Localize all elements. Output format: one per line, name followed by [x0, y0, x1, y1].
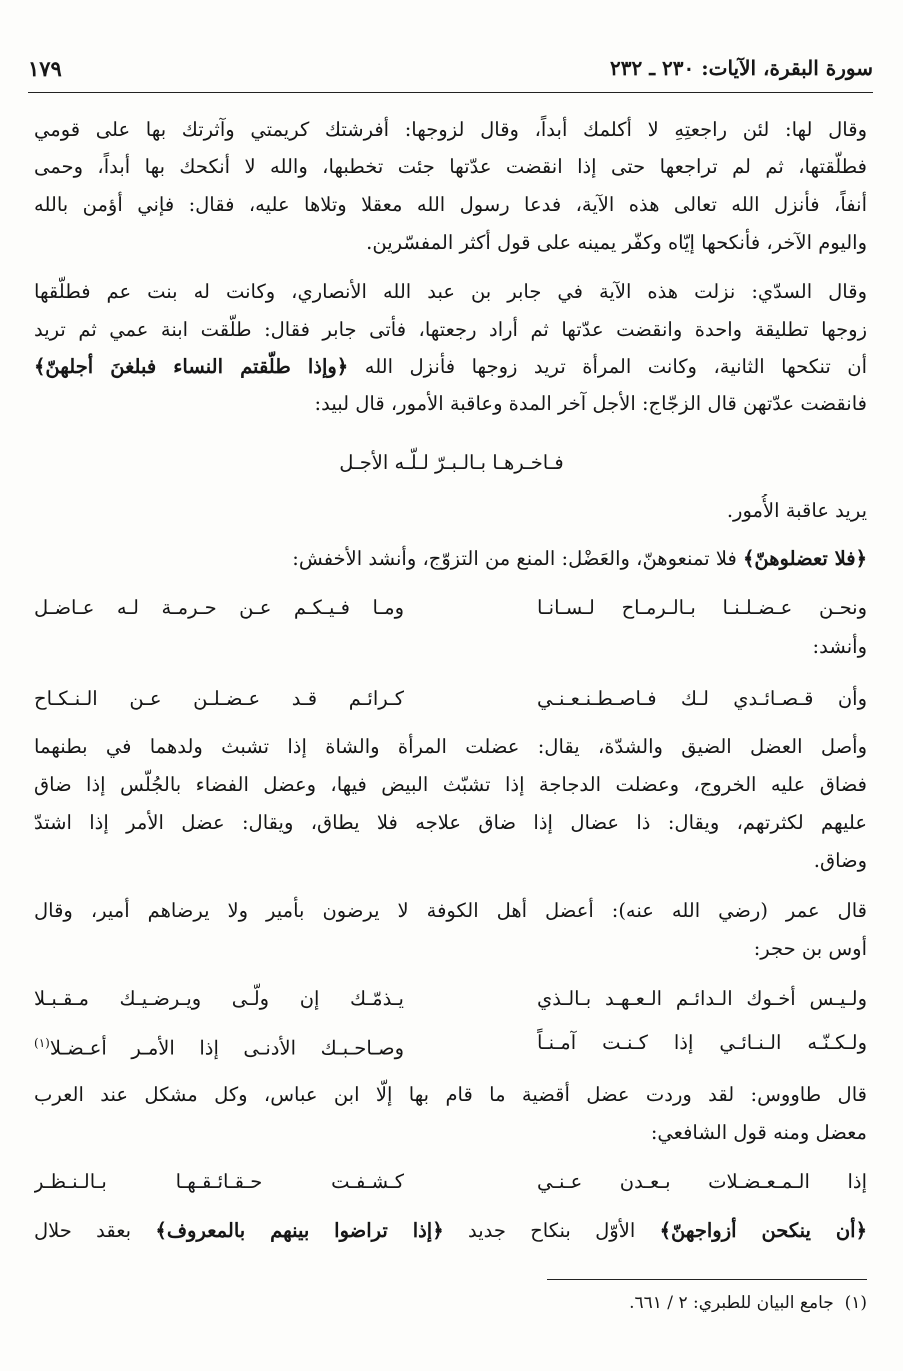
- poetry-hemistich-right: وأن قـصـائـدي لـك فـاصـطـنـعـنـي: [537, 687, 867, 710]
- running-header: [28, 56, 873, 90]
- poetry-hemistich-right: ونحـن عـضـلـنـا بـالـرمـاح لـسـانـا: [537, 596, 867, 619]
- text-line: واليوم الآخر، فأنكحها إيّاه وكفّر يمينه على قول أكثر المفسّرين.: [366, 231, 867, 254]
- text-line: وأصل العضل الضيق والشدّة، يقال: عضلت المرأة والشاة إذا تشبث ولدهما في بطنهما: [34, 735, 867, 758]
- text-line: فضاق عليه الخروج، وعضلت الدجاجة إذا تشبّث البيض فيها، وعضل الفضاء بالجُلّس إذا ضاق: [34, 773, 867, 796]
- surah-title: سورة البقرة، الآيات: ٢٣٠ ـ ٢٣٢: [610, 56, 873, 80]
- quran-quote: ﴿فلا تعضلوهنّ﴾: [743, 547, 867, 570]
- text-line: ﴿أن ينكحن أزواجهنّ﴾ الأوّل بنكاح جديد ﴿إذا تراضوا بينهم بالمعروف﴾ بعقد حلال: [34, 1219, 867, 1242]
- text-line: عليهم لكثرتهم، ويقال: ذا عضال إذا ضاق علاجه فلا يطاق، ويقال: عضل الأمر إذا اشتدّ: [34, 811, 867, 834]
- poetry-hemistich-left: وصـاحـبـك الأدنـى إذا الأمـر أعـضـلا$^{(١)}$: [34, 1036, 404, 1060]
- text-line: أن تنكحها الثانية، وكانت المرأة تريد زوجها فأنزل الله ﴿وإذا طلّقتم النساء فبلغنَ أجلهنّ﴾: [34, 355, 867, 378]
- footnote: [629, 1289, 867, 1317]
- text-line: قال طاووس: لقد وردت عضل أقضية ما قام بها إلّا ابن عباس، وكل مشكل عند العرب: [34, 1083, 867, 1106]
- text-line: وقال لها: لئن راجعتِهِ لا أكلمك أبداً، وقال لزوجها: أفرشتك كريمتي وآثرتك بها على قومي: [34, 118, 867, 141]
- footnote-text: جامع البيان للطبري: ٢ / ٦٦١.: [629, 1293, 834, 1313]
- footnote-number: (١): [844, 1293, 867, 1313]
- poetry-hemistich-left: كـشـفـت حـقـائـقـهـا بـالـنـظـر: [34, 1170, 404, 1193]
- quran-quote: ﴿وإذا طلّقتم النساء فبلغنَ أجلهنّ﴾: [34, 355, 349, 378]
- poetry-hemistich-left: ومـا فـيـكـم عـن حـرمـة لـه عـاضـل: [34, 596, 404, 619]
- poetry-hemistich-right: إذا الـمـعـضـلات بـعـدن عـنـي: [537, 1170, 867, 1193]
- page-number: ١٧٩: [28, 56, 62, 81]
- text-line: وضاق.: [813, 849, 867, 872]
- text-line: أنفاً، فأنزل الله تعالى هذه الآية، فدعا رسول الله معقلا وتلاها عليه، فقال: فإني أؤمن بالله: [34, 193, 867, 216]
- text-line: معضل ومنه قول الشافعي:: [650, 1121, 867, 1144]
- poetry-hemistich-right: ولـكـنّـه الـنـائـي إذا كـنـت آمـنـاً: [537, 1031, 867, 1054]
- quran-quote: ﴿إذا تراضوا بينهم بالمعروف﴾: [155, 1219, 444, 1242]
- text-line: فطلّقتها، ثم لم تراجعها حتى إذا انقضت عدّتها جئت تخطبها، والله لا أنكحك بها أبداً، وحمى: [34, 155, 867, 178]
- footnote-rule: [547, 1279, 867, 1280]
- poetry-hemistich-left: كـرائـم قـد عـضـلـن عـن الـنـكـاح: [34, 687, 404, 710]
- footnote-reference: (١): [34, 1036, 50, 1050]
- poetry-hemistich-left: يـذمّـك إن ولّـى ويـرضـيـك مـقـبـلا: [34, 987, 404, 1010]
- poetry-verse: فـاخـرهـا بـالـبـرّ لـلّـه الأجـل: [339, 451, 564, 474]
- text-line: أوس بن حجر:: [753, 937, 867, 960]
- text-line: وأنشد:: [812, 635, 867, 658]
- text-line: قال عمر (رضي الله عنه): أعضل أهل الكوفة لا يرضون بأمير ولا يرضاهم أمير، وقال: [34, 899, 867, 922]
- quran-quote: ﴿أن ينكحن أزواجهنّ﴾: [659, 1219, 867, 1242]
- text-line: يريد عاقبة الأُمور.: [726, 499, 867, 522]
- text-line: فانقضت عدّتهن قال الزجّاج: الأجل آخر المدة وعاقبة الأمور، قال لبيد:: [314, 392, 867, 415]
- header-rule: [28, 92, 873, 93]
- text-line: ﴿فلا تعضلوهنّ﴾ فلا تمنعوهنّ، والعَضْل: المنع من التزوّج، وأنشد الأخفش:: [292, 547, 867, 570]
- text-line: وقال السدّي: نزلت هذه الآية في جابر بن عبد الله الأنصاري، وكانت له بنت عم فطلّقها: [34, 280, 867, 303]
- text-line: زوجها تطليقة واحدة وانقضت عدّتها ثم أراد رجعتها، فأتى جابر فقال: طلّقت ابنة عمي ثم تريد: [34, 318, 867, 341]
- poetry-hemistich-right: ولـيـس أخـوك الـدائـم الـعـهـد بـالـذي: [537, 987, 867, 1010]
